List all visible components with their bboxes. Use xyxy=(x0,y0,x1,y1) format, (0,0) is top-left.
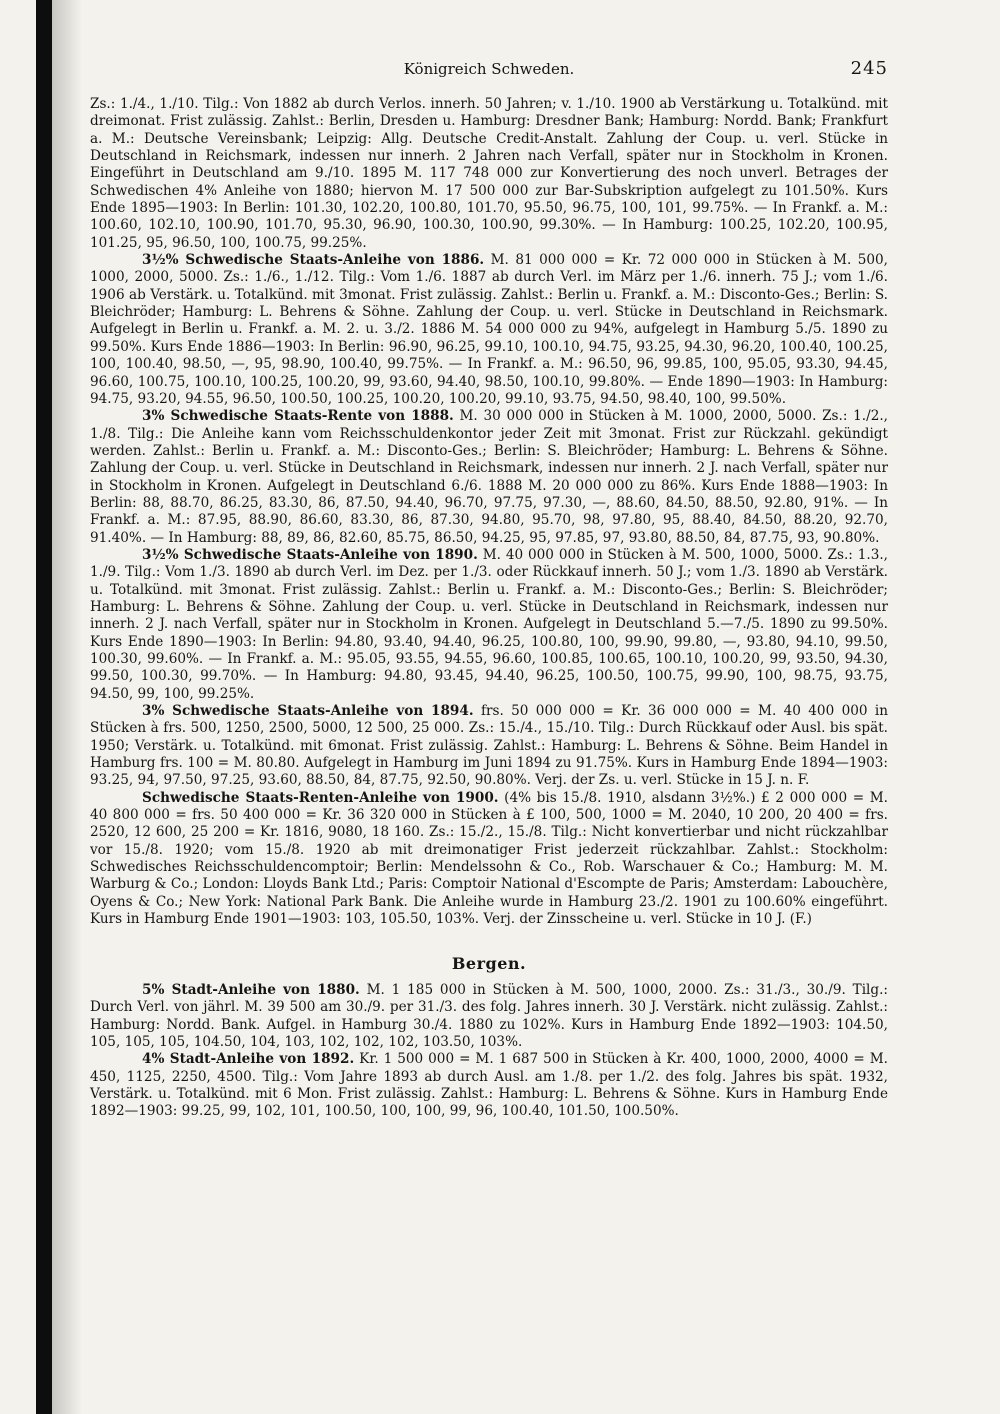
paragraph-heading: 3½% Schwedische Staats-Anleihe von 1886. xyxy=(142,252,485,269)
document-page xyxy=(90,58,888,1121)
paragraph-bond-1894 xyxy=(90,703,888,790)
paragraph-continuation xyxy=(90,96,888,252)
document-body xyxy=(90,96,888,1121)
paragraph-text: (4% bis 15./8. 1910, alsdann 3½%.) £ 2 000 000 = M. 40 800 000 = frs. 50 400 000 = Kr. 36 320 000 in Stücken à £ 100, 500, 1000 = M. 2040, 10 200, 20 400 = frs. 2520, 12 600, 25 200 = Kr. 1816, 9080, 18 160. Zs.: 15./2., 15./8. Tilg.: Nicht konvertierbar und nicht rückzahlbar vor 15./8. 1920; vom 15./8. 1920 ab mit dreimonatiger Frist jederzeit rückzahlbar. Zahlst.: Stockholm: Schwedisches Reichsschuldencomptoir; Berlin: Mendelssohn & Co., Rob. Warschauer & Co.; Hamburg: M. M. Warburg & Co.; London: Lloyds Bank Ltd.; Paris: Comptoir National d'Escompte de Paris; Amsterdam: Labouchère, Oyens & Co.; New York: National Park Bank. Die Anleihe wurde in Hamburg 23./2. 1901 zu 100.60% eingeführt. Kurs in Hamburg Ende 1901—1903: 103, 105.50, 103%. Verj. der Zinsscheine u. verl. Stücke in 10 J. (F.) xyxy=(90,789,888,928)
paragraph-text: Kr. 1 500 000 = M. 1 687 500 in Stücken à Kr. 400, 1000, 2000, 4000 = M. 450, 1125, 2250, 4500. Tilg.: Vom Jahre 1893 ab durch Ausl. am 1./8. per 1./2. des folg. Jahres bis spät. 1932, Verstärk. u. Totalkünd. mit 6 Mon. Frist zulässig. Zahlst.: Hamburg: L. Behrens & Söhne. Kurs in Hamburg Ende 1892—1903: 99.25, 99, 102, 101, 100.50, 100, 100, 99, 96, 100.40, 101.50, 100.50%. xyxy=(90,1051,888,1120)
paragraph-text: M. 1 185 000 in Stücken à M. 500, 1000, 2000. Zs.: 31./3., 30./9. Tilg.: Durch Verl. von jährl. M. 39 500 am 30./9. per 31./3. des folg. Jahres innerh. 30 J. Verstärk. nicht zulässig. Zahlst.: Hamburg: Nordd. Bank. Aufgel. in Hamburg 30./4. 1880 zu 102%. Kurs in Hamburg Ende 1892—1903: 104.50, 105, 105, 105, 104.50, 104, 103, 102, 102, 102, 103.50, 103%. xyxy=(90,981,888,1050)
paragraph-bond-1890 xyxy=(90,547,888,703)
paragraph-heading: 3% Schwedische Staats-Rente von 1888. xyxy=(142,408,454,425)
page-header xyxy=(90,58,888,86)
running-title: Königreich Schweden. xyxy=(403,60,575,78)
paragraph-heading: 4% Stadt-Anleihe von 1892. xyxy=(142,1051,355,1068)
paragraph-renten-1900 xyxy=(90,790,888,929)
paragraph-rente-1888 xyxy=(90,408,888,547)
paragraph-text: M. 40 000 000 in Stücken à M. 500, 1000, 5000. Zs.: 1.3., 1./9. Tilg.: Vom 1./3. 1890 ab durch Verl. im Dez. per 1./3. oder Rückkauf innerh. 50 J.; vom 1./3. 1890 ab Verstärk. u. Totalkünd. mit 3monat. Frist zulässig. Zahlst.: Berlin u. Frankf. a. M.: Disconto-Ges.; Berlin: S. Bleichröder; Hamburg: L. Behrens & Söhne. Zahlung der Coup. u. verl. Stücke in Deutschland in Reichsmark, indessen nur innerh. 2 J. nach Verfall, später nur in Stockholm in Kronen. Aufgelegt in Deutschland 5.—7./5. 1890 zu 99.50%. Kurs Ende 1890—1903: In Berlin: 94.80, 93.40, 94.40, 96.25, 100.80, 100, 99.90, 99.80, —, 93.80, 94.10, 99.50, 100.30, 99.60%. — In Frankf. a. M.: 95.05, 93.55, 94.55, 96.60, 100.85, 100.65, 100.10, 100.20, 99, 93.50, 94.30, 99.50, 100.30, 99.70%. — In Hamburg: 94.80, 93.45, 94.40, 96.25, 100.50, 100.75, 99.90, 100, 98.75, 93.75, 94.50, 99, 100, 99.25%. xyxy=(90,546,889,702)
paragraph-text: frs. 50 000 000 = Kr. 36 000 000 = M. 40 400 000 in Stücken à frs. 500, 1250, 2500, 5000, 12 500, 25 000. Zs.: 15./4., 15./10. Tilg.: Durch Rückkauf oder Ausl. bis spät. 1950; Verstärk. u. Totalkünd. mit 6monat. Frist zulässig. Zahlst.: Hamburg: L. Behrens & Söhne. Beim Handel in Hamburg frs. 100 = M. 80.80. Aufgelegt in Hamburg im Juni 1894 zu 91.75%. Kurs in Hamburg Ende 1894—1903: 93.25, 94, 97.50, 97.25, 93.60, 88.50, 84, 87.75, 92.50, 90.80%. Verj. der Zs. u. verl. Stücke in 15 J. n. F. xyxy=(90,703,889,789)
paragraph-stadt-1880 xyxy=(90,982,888,1051)
page-number: 245 xyxy=(850,58,888,79)
paragraph-text: M. 81 000 000 = Kr. 72 000 000 in Stücken à M. 500, 1000, 2000, 5000. Zs.: 1./6., 1./12. Tilg.: Vom 1./6. 1887 ab durch Verl. im März per 1./6. innerh. 75 J.; vom 1./6. 1906 ab Verstärk. u. Totalkünd. mit 3monat. Frist zulässig. Zahlst.: Berlin u. Frankf. a. M.: Disconto-Ges.; Berlin: S. Bleichröder; Hamburg: L. Behrens & Söhne. Zahlung der Coup. u. verl. Stücke in Deutschland in Reichsmark. Aufgelegt in Berlin u. Frankf. a. M. 2. u. 3./2. 1886 M. 54 000 000 zu 94%, aufgelegt in Hamburg 5./5. 1890 zu 99.50%. Kurs Ende 1886—1903: In Berlin: 96.90, 96.25, 99.10, 100.10, 94.75, 93.25, 94.30, 96.20, 100.40, 100.25, 100, 100.40, 98.50, —, 95, 98.90, 100.40, 99.75%. — In Frankf. a. M.: 96.50, 96, 99.85, 100, 95.05, 93.30, 94.45, 96.60, 100.75, 100.10, 100.25, 100.20, 99, 93.60, 94.40, 98.50, 100.10, 99.80%. — Ende 1890—1903: In Hamburg: 94.75, 93.20, 94.55, 96.50, 100.50, 100.25, 100.20, 100.20, 99.10, 93.75, 94.50, 98.40, 100, 99.50%. xyxy=(90,252,889,407)
paragraph-text: Zs.: 1./4., 1./10. Tilg.: Von 1882 ab durch Verlos. innerh. 50 Jahren; v. 1./10. 1900 ab Verstärkung u. Totalkünd. mit dreimonat. Frist zulässig. Zahlst.: Berlin, Dresden u. Hamburg: Dresdner Bank; Hamburg: Nordd. Bank; Frankfurt a. M.: Deutsche Vereinsbank; Leipzig: Allg. Deutsche Credit-Anstalt. Zahlung der Coup. u. verl. Stücke in Deutschland in Reichsmark, indessen nur innerh. 2 Jahren nach Verfall, später nur in Stockholm in Kronen. Eingeführt in Deutschland am 9./10. 1895 M. 117 748 000 zur Konvertierung des noch unverl. Betrages der Schwedischen 4% Anleihe von 1880; hiervon M. 17 500 000 zur Bar-Subskription aufgelegt zu 101.50%. Kurs Ende 1895—1903: In Berlin: 101.30, 102.20, 100.80, 101.70, 95.50, 96.75, 100, 101, 99.75%. — In Frankf. a. M.: 100.60, 102.10, 100.90, 101.70, 95.30, 96.90, 100.30, 100.90, 99.30%. — In Hamburg: 100.25, 102.20, 100.95, 101.25, 95, 96.50, 100, 100.75, 99.25%. xyxy=(90,96,888,251)
binding-shadow xyxy=(52,0,82,1414)
book-binding-edge xyxy=(36,0,52,1414)
paragraph-stadt-1892 xyxy=(90,1051,888,1120)
paragraph-heading: 3% Schwedische Staats-Anleihe von 1894. xyxy=(142,703,474,720)
section-heading-bergen: Bergen. xyxy=(451,953,527,973)
paragraph-heading: 3½% Schwedische Staats-Anleihe von 1890. xyxy=(142,546,478,563)
paragraph-heading: Schwedische Staats-Renten-Anleihe von 1900. xyxy=(142,789,499,806)
paragraph-heading: 5% Stadt-Anleihe von 1880. xyxy=(142,981,360,998)
paragraph-bond-1886 xyxy=(90,252,888,408)
paragraph-text: M. 30 000 000 in Stücken à M. 1000, 2000, 5000. Zs.: 1./2., 1./8. Tilg.: Die Anleihe kann vom Reichsschuldenkontor jeder Zeit mit 3monat. Frist zur Rückzahl. gekündigt werden. Zahlst.: Berlin u. Frankf. a. M.: Disconto-Ges.; Berlin: S. Bleichröder; Hamburg: L. Behrens & Söhne. Zahlung der Coup. u. verl. Stücke in Deutschland in Reichsmark, indessen nur innerh. 2 J. nach Verfall, später nur in Stockholm in Kronen. Aufgelegt in Deutschland 6./6. 1888 M. 20 000 000 zu 86%. Kurs Ende 1888—1903: In Berlin: 88, 88.70, 86.25, 83.30, 86, 87.50, 94.40, 96.70, 97.75, 97.30, —, 88.60, 84.50, 88.50, 92.80, 91%. — In Frankf. a. M.: 87.95, 88.90, 86.60, 83.30, 86, 87.30, 94.80, 95.70, 98, 97.80, 95, 88.40, 84.50, 88.20, 92.70, 91.40%. — In Hamburg: 88, 89, 86, 82.60, 85.75, 86.50, 94.25, 95, 97.85, 97, 93.80, 88.50, 84, 87.75, 93, 90.80%. xyxy=(90,408,888,546)
